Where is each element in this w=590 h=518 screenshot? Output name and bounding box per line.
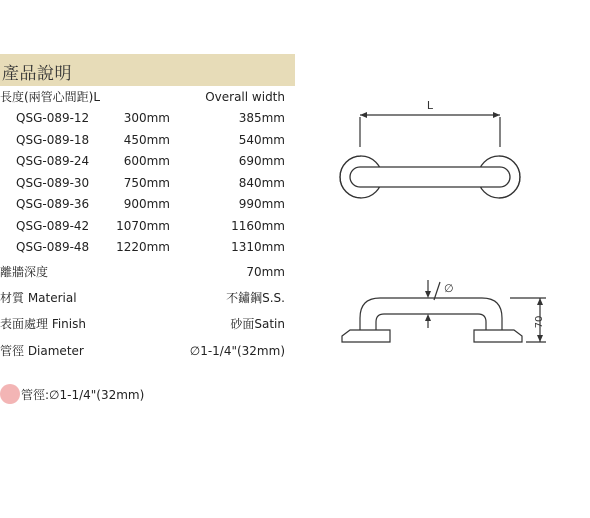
model-code: QSG-089-30 bbox=[16, 176, 90, 190]
note-dot-icon bbox=[0, 384, 20, 404]
section-title: 產品說明 bbox=[2, 64, 72, 84]
section-header bbox=[0, 54, 295, 86]
table-row bbox=[0, 173, 285, 193]
table-row bbox=[0, 130, 285, 150]
model-length: 1220mm bbox=[116, 240, 170, 254]
depth-label: 離牆深度 bbox=[0, 265, 49, 279]
depth-dimension-label: 70 bbox=[534, 315, 545, 329]
spec-header-row bbox=[0, 87, 285, 107]
diameter-note bbox=[0, 383, 144, 405]
table-row bbox=[0, 194, 285, 214]
model-length: 750mm bbox=[123, 176, 170, 190]
side-view-drawing bbox=[330, 270, 555, 360]
diameter-label: 管徑 Diameter bbox=[0, 344, 84, 358]
model-overall: 840mm bbox=[238, 176, 285, 190]
model-overall: 1310mm bbox=[231, 240, 285, 254]
model-length: 1070mm bbox=[116, 219, 170, 233]
diameter-value: ∅1-1/4"(32mm) bbox=[189, 344, 285, 358]
depth-row bbox=[0, 262, 285, 282]
top-view-drawing bbox=[330, 95, 530, 215]
model-code: QSG-089-48 bbox=[16, 240, 90, 254]
material-value: 不鏽鋼S.S. bbox=[226, 291, 285, 305]
finish-row bbox=[0, 314, 285, 334]
length-column-label: 長度(兩管心間距)L bbox=[0, 90, 101, 104]
finish-label: 表面處理 Finish bbox=[0, 317, 86, 331]
diameter-note-text: 管徑:∅1-1/4"(32mm) bbox=[21, 387, 145, 402]
table-row bbox=[0, 151, 285, 171]
model-overall: 990mm bbox=[238, 197, 285, 211]
table-row bbox=[0, 216, 285, 236]
material-row bbox=[0, 288, 285, 308]
model-overall: 1160mm bbox=[231, 219, 285, 233]
table-row bbox=[0, 237, 285, 257]
diameter-symbol: ∅ bbox=[444, 282, 454, 295]
model-code: QSG-089-12 bbox=[16, 111, 90, 125]
model-code: QSG-089-24 bbox=[16, 154, 90, 168]
depth-value: 70mm bbox=[246, 265, 285, 279]
model-length: 450mm bbox=[123, 133, 170, 147]
table-row bbox=[0, 108, 285, 128]
model-overall: 385mm bbox=[238, 111, 285, 125]
model-code: QSG-089-18 bbox=[16, 133, 90, 147]
model-length: 300mm bbox=[123, 111, 170, 125]
model-overall: 690mm bbox=[238, 154, 285, 168]
material-label: 材質 Material bbox=[0, 291, 77, 305]
overall-column-label: Overall width bbox=[205, 90, 285, 104]
length-dimension-label: L bbox=[426, 99, 434, 112]
diameter-row bbox=[0, 341, 285, 361]
model-code: QSG-089-36 bbox=[16, 197, 90, 211]
model-length: 600mm bbox=[123, 154, 170, 168]
model-length: 900mm bbox=[123, 197, 170, 211]
model-code: QSG-089-42 bbox=[16, 219, 90, 233]
model-overall: 540mm bbox=[238, 133, 285, 147]
finish-value: 砂面Satin bbox=[230, 317, 285, 331]
